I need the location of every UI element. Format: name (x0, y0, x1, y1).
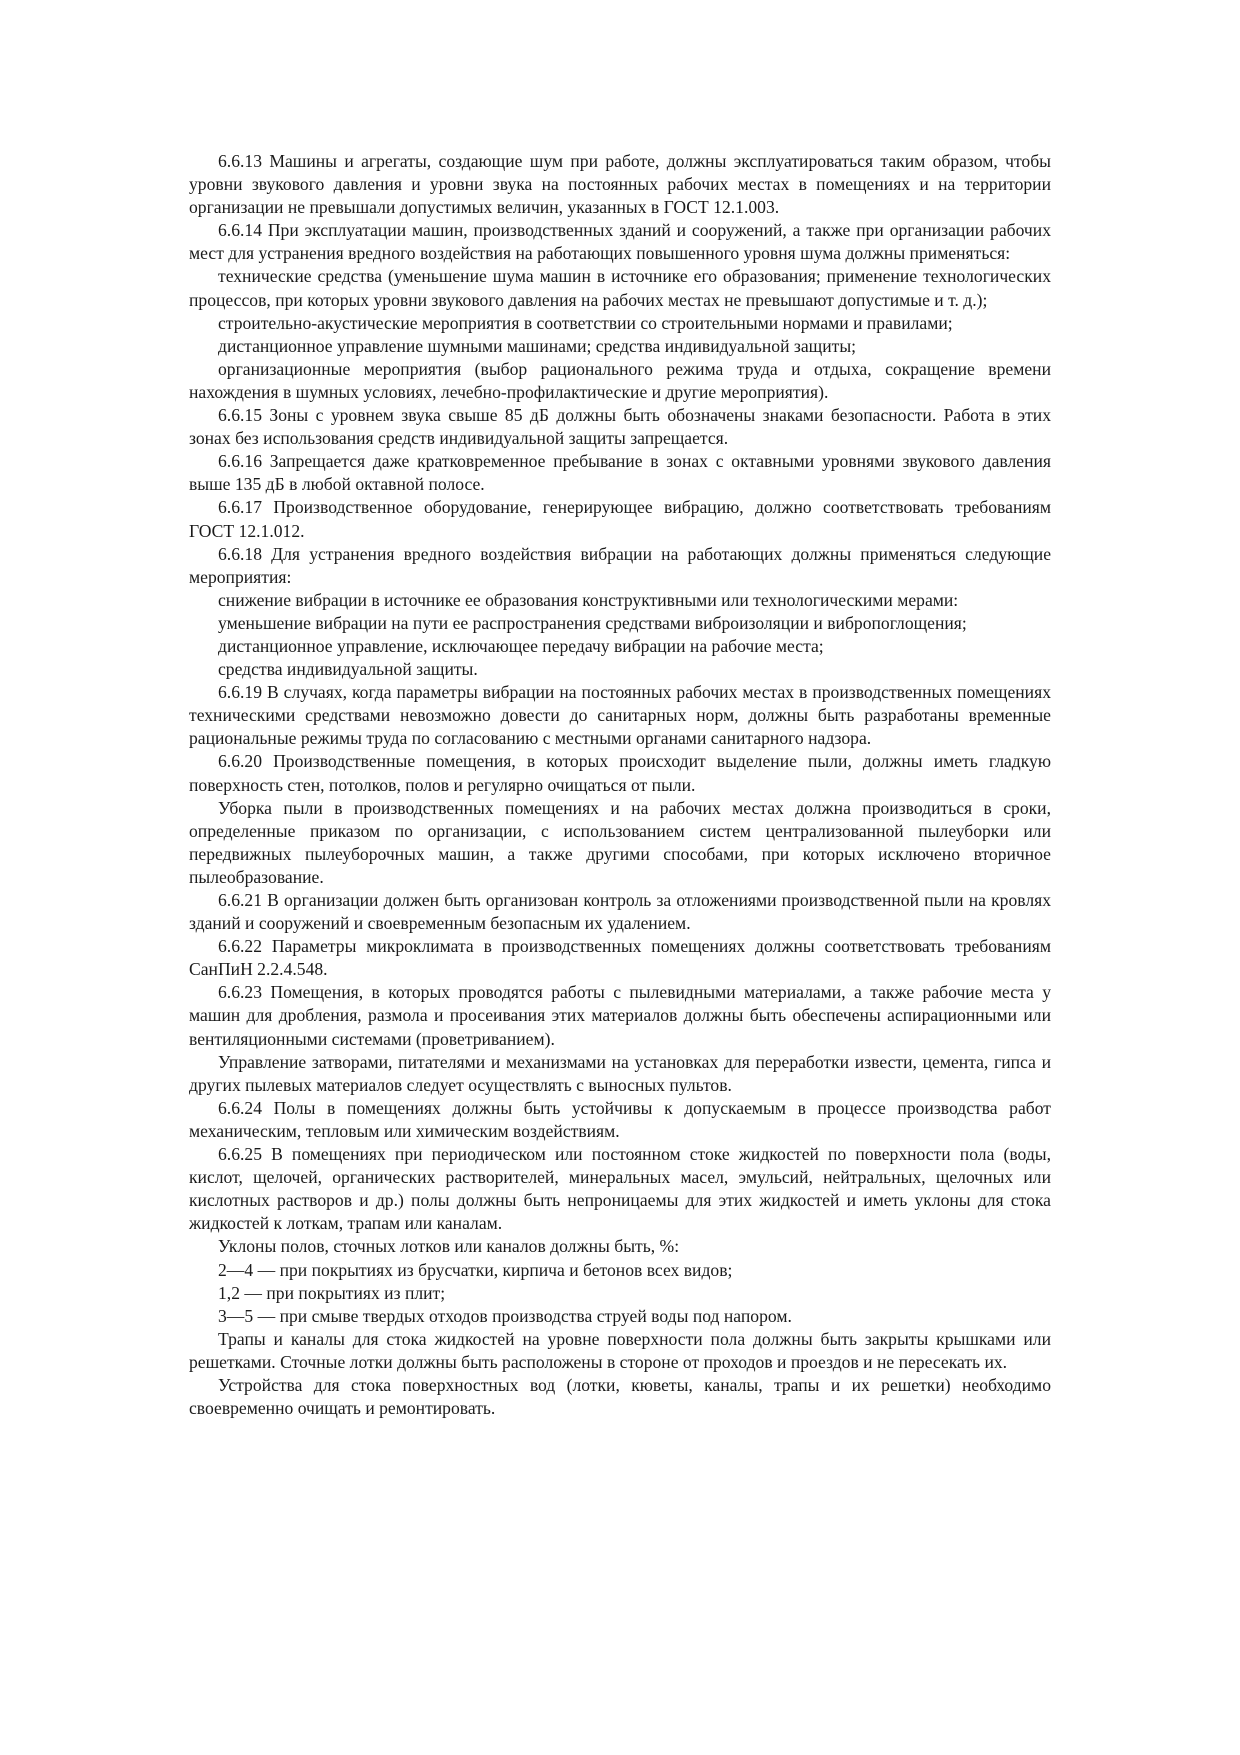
paragraph-floor-slopes: Уклоны полов, сточных лотков или каналов должны быть, %: (218, 1236, 680, 1257)
paragraph-6-6-25: 6.6.25 В помещениях при периодическом или постоянном стоке жидкостей по поверхности пола (воды, кислот, щелочей, органических растворителей, минеральных масел, эмульсий, нейтральных, щелочных или кислотных растворов и др.) полы должны быть непроницаемы для этих жидкостей и иметь уклоны для стока жидкостей к лоткам, трапам или каналам. (189, 1144, 1051, 1234)
paragraph-dust-cleaning: Уборка пыли в производственных помещениях и на рабочих местах должна производиться в сроки, определенные приказом по организации, с использованием систем централизованной пылеуборки или передвижных пылеуборочных машин, а также другими способами, при которых исключено вторичное пылеобразование. (189, 797, 1051, 887)
paragraph-6-6-23: 6.6.23 Помещения, в которых проводятся работы с пылевидными материалами, а также рабочие места у машин для дробления, размола и просеивания этих материалов должны быть обеспечены аспирационными или вентиляционными системами (проветриванием). (189, 982, 1051, 1049)
paragraph-remote-panels: Управление затворами, питателями и механизмами на установках для переработки извести, цемента, гипса и других пылевых материалов следует осуществлять с выносных пультов. (189, 1051, 1051, 1095)
paragraph-drains-covers: Трапы и каналы для стока жидкостей на уровне поверхности пола должны быть закрыты крышками или решетками. Сточные лотки должны быть расположены в стороне от проходов и проездов и не пересекать их. (189, 1328, 1051, 1372)
list-item-slope-tiles: 1,2 — при покрытиях из плит; (218, 1282, 446, 1303)
list-item-slope-flushing: 3—5 — при смыве твердых отходов производства струей воды под напором. (218, 1305, 792, 1326)
list-item-construction-acoustic: строительно-акустические мероприятия в соответствии со строительными нормами и правилами; (218, 312, 953, 333)
paragraph-6-6-20: 6.6.20 Производственные помещения, в которых происходит выделение пыли, должны иметь гладкую поверхность стен, потолков, полов и регулярно очищаться от пыли. (189, 751, 1051, 795)
paragraph-6-6-13: 6.6.13 Машины и агрегаты, создающие шум при работе, должны эксплуатироваться таким образом, чтобы уровни звукового давления и уровни звука на постоянных рабочих местах в помещениях и на территории организации не превышали допустимых величин, указанных в ГОСТ 12.1.003. (189, 151, 1051, 218)
list-item-organizational-measures: организационные мероприятия (выбор рационального режима труда и отдыха, сокращение времени нахождения в шумных условиях, лечебно-профилактические и другие мероприятия). (189, 358, 1051, 402)
document-page (189, 150, 1051, 1420)
paragraph-6-6-17: 6.6.17 Производственное оборудование, генерирующее вибрацию, должно соответствовать требованиям ГОСТ 12.1.012. (189, 497, 1051, 541)
list-item-vibration-source: снижение вибрации в источнике ее образования конструктивными или технологическими мерами: (218, 589, 959, 610)
list-item-remote-control-noise: дистанционное управление шумными машинами; средства индивидуальной защиты; (218, 335, 857, 356)
paragraph-6-6-21: 6.6.21 В организации должен быть организован контроль за отложениями производственной пыли на кровлях зданий и сооружений и своевременным безопасным их удалением. (189, 890, 1051, 934)
paragraph-6-6-16: 6.6.16 Запрещается даже кратковременное пребывание в зонах с октавными уровнями звукового давления выше 135 дБ в любой октавной полосе. (189, 451, 1051, 495)
list-item-remote-control-vibration: дистанционное управление, исключающее передачу вибрации на рабочие места; (218, 635, 824, 656)
paragraph-6-6-19: 6.6.19 В случаях, когда параметры вибрации на постоянных рабочих местах в производственных помещениях техническими средствами невозможно довести до санитарных норм, должны быть разработаны временные рациональные режимы труда по согласованию с местными органами санитарного надзора. (189, 682, 1051, 749)
list-item-slope-paving: 2—4 — при покрытиях из брусчатки, кирпича и бетонов всех видов; (218, 1259, 733, 1280)
paragraph-6-6-18: 6.6.18 Для устранения вредного воздействия вибрации на работающих должны применяться следующие мероприятия: (189, 543, 1051, 587)
list-item-personal-protection: средства индивидуальной защиты. (218, 659, 478, 680)
paragraph-drains-cleaning: Устройства для стока поверхностных вод (лотки, кюветы, каналы, трапы и их решетки) необходимо своевременно очищать и ремонтировать. (189, 1374, 1051, 1419)
paragraph-6-6-22: 6.6.22 Параметры микроклимата в производственных помещениях должны соответствовать требованиям СанПиН 2.2.4.548. (189, 936, 1051, 980)
paragraph-6-6-15: 6.6.15 Зоны с уровнем звука свыше 85 дБ должны быть обозначены знаками безопасности. Работа в этих зонах без использования средств индивидуальной защиты запрещается. (189, 405, 1051, 449)
list-item-technical-means: технические средства (уменьшение шума машин в источнике его образования; применение технологических процессов, при которых уровни звукового давления на рабочих местах не превышают допустимые и т. д.); (189, 266, 1051, 310)
paragraph-6-6-14: 6.6.14 При эксплуатации машин, производственных зданий и сооружений, а также при организации рабочих мест для устранения вредного воздействия на работающих повышенного уровня шума должны применяться: (189, 220, 1051, 264)
list-item-vibration-path: уменьшение вибрации на пути ее распространения средствами виброизоляции и вибропоглощения; (218, 612, 967, 633)
paragraph-6-6-24: 6.6.24 Полы в помещениях должны быть устойчивы к допускаемым в процессе производства работ механическим, тепловым или химическим воздействиям. (189, 1097, 1051, 1141)
